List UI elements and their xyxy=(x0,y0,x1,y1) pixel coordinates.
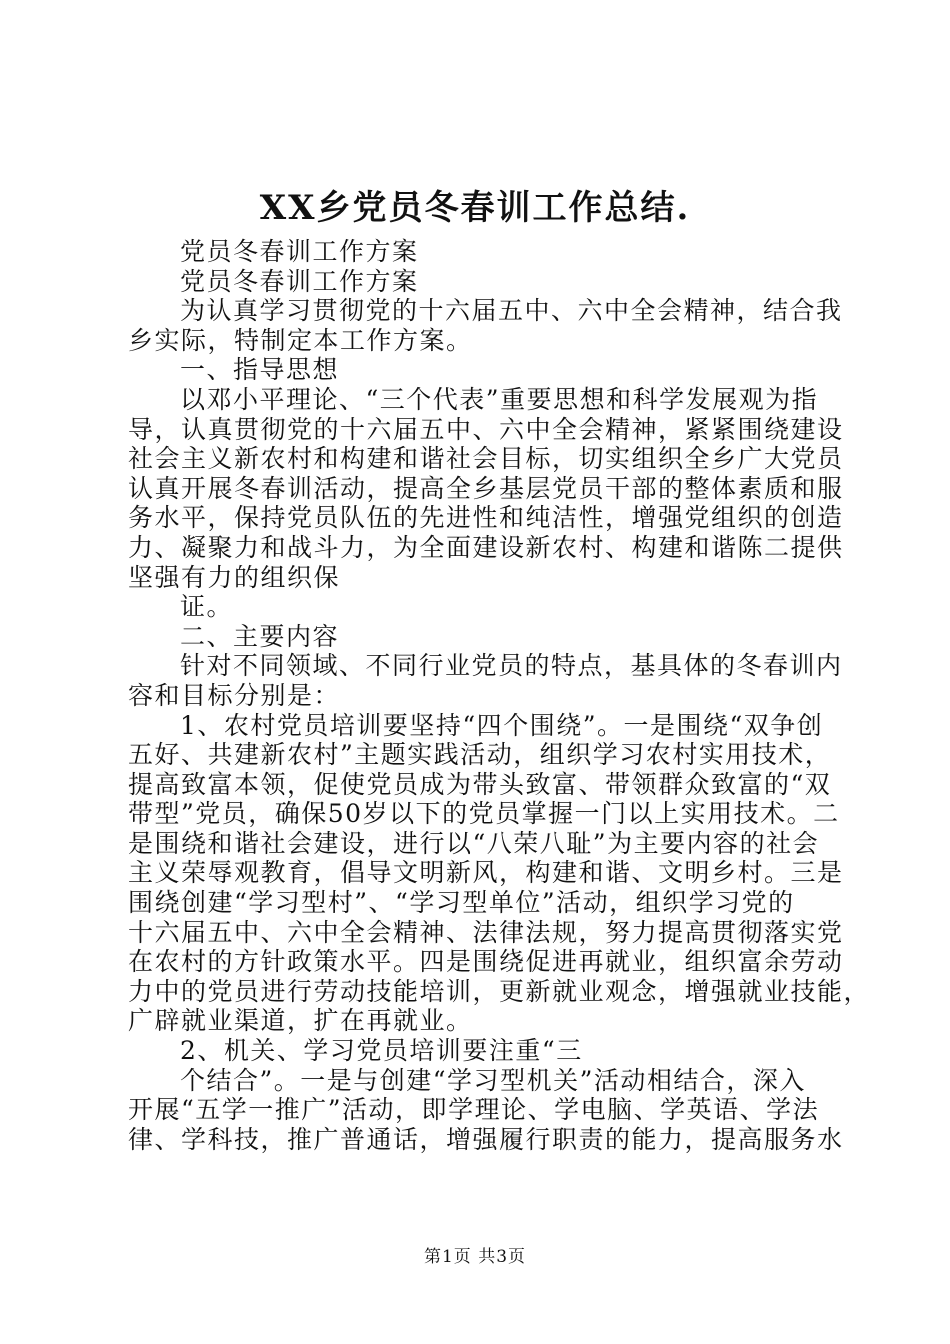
paragraph-line: 带型”党员，确保50岁以下的党员掌握一门以上实用技术。二 xyxy=(128,799,840,829)
paragraph-line: 导，认真贯彻党的十六届五中、六中全会精神，紧紧围绕建设 xyxy=(128,414,844,444)
paragraph-line: 开展“五学一推广”活动，即学理论、学电脑、学英语、学法 xyxy=(128,1095,820,1125)
paragraph-line: 力、凝聚力和战斗力，为全面建设新农村、构建和谐陈二提供 xyxy=(128,532,844,562)
page-number-footer: 第1页 共3页 xyxy=(423,1247,527,1267)
paragraph-line: 是围绕和谐社会建设，进行以“八荣八耻”为主要内容的社会 xyxy=(128,828,820,858)
paragraph-line: 认真开展冬春训活动，提高全乡基层党员干部的整体素质和服 xyxy=(128,473,844,503)
paragraph-line: 在农村的方针政策水平。四是围绕促进再就业，组织富余劳动 xyxy=(128,947,844,977)
paragraph-line: 围绕创建“学习型村”、“学习型单位”活动，组织学习党的 xyxy=(128,888,795,918)
paragraph-line: 以邓小平理论、“三个代表”重要思想和科学发展观为指 xyxy=(180,384,819,414)
paragraph-line: 主义荣辱观教育，倡导文明新风，构建和谐、文明乡村。三是 xyxy=(128,858,844,888)
paragraph-line: 律、学科技，推广普通话，增强履行职责的能力，提高服务水 xyxy=(128,1124,844,1154)
paragraph-line: 党员冬春训工作方案 xyxy=(180,266,419,296)
paragraph-line: 提高致富本领，促使党员成为带头致富、带领群众致富的“双 xyxy=(128,769,832,799)
document-body xyxy=(128,237,871,1154)
paragraph-line: 1、农村党员培训要坚持“四个围绕”。一是围绕“双争创 xyxy=(180,710,824,740)
paragraph-line: 乡实际，特制定本工作方案。 xyxy=(128,325,473,355)
paragraph-line: 针对不同领域、不同行业党员的特点，基具体的冬春训内 xyxy=(180,651,843,681)
paragraph-line: 证。 xyxy=(180,592,234,622)
section-heading: 二、主要内容 xyxy=(180,621,340,651)
paragraph-line: 五好、共建新农村”主题实践活动，组织学习农村实用技术， xyxy=(128,740,832,770)
paragraph-line: 个结合”。一是与创建“学习型机关”活动相结合，深入 xyxy=(180,1065,806,1095)
paragraph-line: 党员冬春训工作方案 xyxy=(180,237,419,266)
paragraph-line: 广辟就业渠道，扩在再就业。 xyxy=(128,1006,473,1036)
paragraph-line: 2、机关、学习党员培训要注重“三 xyxy=(180,1036,583,1066)
paragraph-line: 社会主义新农村和构建和谐社会目标，切实组织全乡广大党员 xyxy=(128,444,844,474)
paragraph-line: 为认真学习贯彻党的十六届五中、六中全会精神，结合我 xyxy=(180,296,843,326)
paragraph-line: 坚强有力的组织保 xyxy=(128,562,341,592)
section-heading: 一、指导思想 xyxy=(180,355,340,385)
paragraph-line: 十六届五中、六中全会精神、法律法规，努力提高贯彻落实党 xyxy=(128,917,844,947)
paragraph-line: 务水平，保持党员队伍的先进性和纯洁性，增强党组织的创造 xyxy=(128,503,844,533)
paragraph-line: 容和目标分别是： xyxy=(128,680,341,710)
page-title: XX乡党员冬春训工作总结. xyxy=(259,188,691,228)
paragraph-line: 力中的党员进行劳动技能培训，更新就业观念，增强就业技能， xyxy=(128,976,871,1006)
